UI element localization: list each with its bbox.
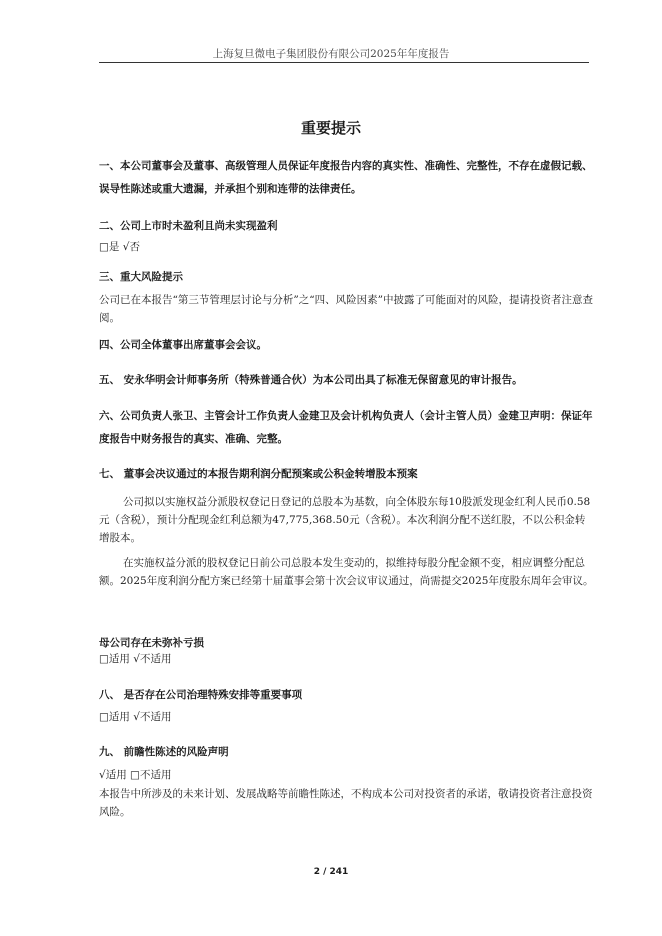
parent-loss-options: □适用 √不适用: [99, 653, 172, 665]
section-9-options: √适用 □不适用: [99, 769, 172, 781]
section-2-options: □是 √否: [99, 241, 140, 253]
section-3-heading: 三、重大风险提示: [99, 271, 183, 283]
section-4-heading: 四、公司全体董事出席董事会会议。: [99, 339, 267, 351]
section-1-heading: 一、本公司董事会及董事、高级管理人员保证年度报告内容的真实性、准确性、完整性，不存在虚假记载、误导性陈述或重大遗漏，并承担个别和连带的法律责任。: [99, 160, 593, 195]
section-7-heading: 七、 董事会决议通过的本报告期利润分配预案或公积金转增股本预案: [99, 468, 418, 480]
section-2-heading: 二、公司上市时未盈利且尚未实现盈利: [99, 220, 278, 232]
section-8-options: □适用 √不适用: [99, 711, 172, 723]
section-3-body: 公司已在本报告“第三节管理层讨论与分析”之“四、风险因素”中披露了可能面对的风险，提请投资者注意查阅。: [99, 294, 593, 324]
section-7-para-1: 公司拟以实施权益分派股权登记日登记的总股本为基数，向全体股东每10股派发现金红利人民币0.58元（含税），预计分配现金红利总额为47,775,368.50元（含税）。本次利润分配不送红股，不以公积金转增股本。: [99, 496, 591, 544]
section-6-heading: 六、公司负责人张卫、主管会计工作负责人金建卫及会计机构负责人（会计主管人员）金建卫声明：保证年度报告中财务报告的真实、准确、完整。: [99, 410, 593, 445]
section-5-heading: 五、 安永华明会计师事务所（特殊普通合伙）为本公司出具了标准无保留意见的审计报告。: [99, 374, 523, 386]
section-7-para-2: 在实施权益分派的股权登记日前公司总股本发生变动的，拟维持每股分配金额不变，相应调整分配总额。2025年度利润分配方案已经第十届董事会第十次会议审议通过，尚需提交2025年度股东周年会审议。: [99, 557, 594, 587]
section-9-body: 本报告中所涉及的未来计划、发展战略等前瞻性陈述，不构成本公司对投资者的承诺，敬请投资者注意投资风险。: [99, 788, 593, 818]
running-header: 上海复旦微电子集团股份有限公司2025年年度报告: [212, 48, 450, 60]
section-9-heading: 九、 前瞻性陈述的风险声明: [99, 746, 229, 758]
page-number: 2 / 241: [313, 867, 349, 877]
section-8-heading: 八、 是否存在公司治理特殊安排等重要事项: [99, 689, 303, 701]
header-divider: [99, 62, 589, 63]
page-title: 重要提示: [300, 119, 361, 137]
parent-loss-heading: 母公司存在未弥补亏损: [99, 637, 204, 649]
